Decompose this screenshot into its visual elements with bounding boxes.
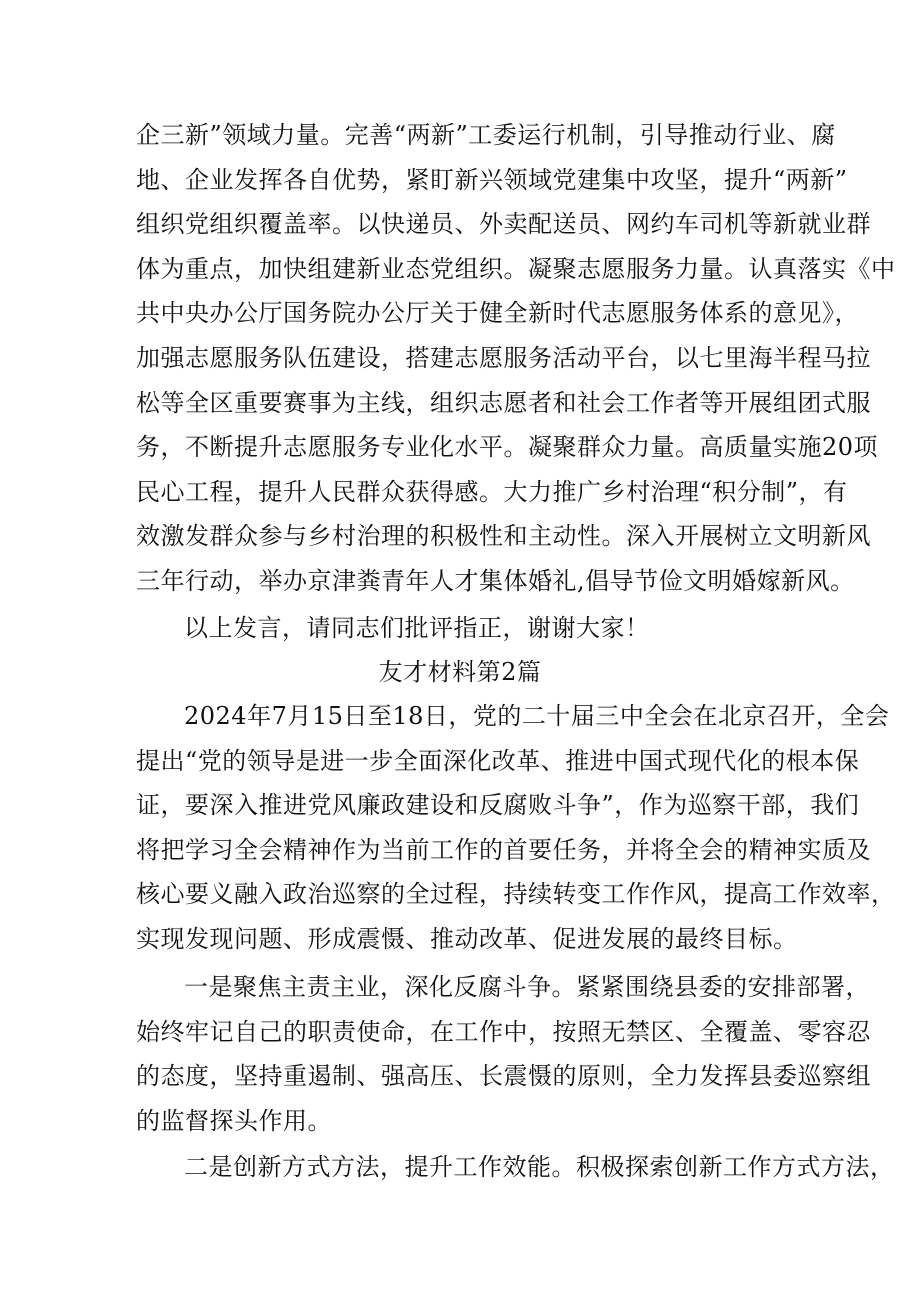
text-line: 提出“党的领导是进一步全面深化改革、推进中国式现代化的根本保 [136, 746, 860, 775]
text-line: 核心要义融入政治巡察的全过程，持续转变工作作风，提高工作效率， [136, 880, 896, 909]
text-line: 效激发群众参与乡村治理的积极性和主动性。深入开展树立文明新风 [136, 522, 871, 551]
text-line: 证，要深入推进党风廉政建设和反腐败斗争”，作为巡察干部，我们 [136, 791, 860, 820]
paragraph-text [136, 113, 896, 604]
text-line: 组织党组织覆盖率。以快递员、外卖配送员、网约车司机等新就业群 [136, 210, 871, 239]
text-line: 企三新”领域力量。完善“两新”工委运行机制，引导推动行业、腐 [136, 121, 836, 149]
paragraph-text [136, 965, 871, 1143]
text-line: 以上发言，请同志们批评指正，谢谢大家！ [184, 614, 650, 642]
paragraph-point-one [136, 965, 871, 1143]
paragraph-volunteer-forces [136, 113, 896, 604]
paragraph-text [136, 694, 896, 962]
text-line: 的监督探头作用。 [136, 1106, 332, 1135]
paragraph-closing-remarks [136, 606, 796, 651]
text-line: 松等全区重要赛事为主线，组织志愿者和社会工作者等开展组团式服 [136, 388, 871, 417]
section-title: 友才材料第2篇 [378, 658, 542, 686]
text-line: 地、企业发挥各自优势，紧盯新兴领域党建集中攻坚，提升“两新” [136, 165, 848, 194]
paragraph-plenary-session [136, 694, 896, 962]
text-line: 民心工程，提升人民群众获得感。大力推广乡村治理“积分制”，有 [136, 477, 848, 506]
text-line: 将把学习全会精神作为当前工作的首要任务，并将全会的精神实质及 [136, 835, 871, 864]
text-line: 共中央办公厅国务院办公厅关于健全新时代志愿服务体系的意见》， [136, 299, 859, 328]
text-line: 的态度，坚持重遏制、强高压、长震慑的原则，全力发挥县委巡察组 [136, 1062, 871, 1091]
paragraph-point-two [136, 1145, 895, 1190]
text-line: 三年行动，举办京津粪青年人才集体婚礼,倡导节俭文明婚嫁新风。 [136, 566, 855, 595]
text-line: 二是创新方式方法，提升工作效能。积极探索创新工作方式方法， [184, 1153, 895, 1181]
paragraph-text [136, 1145, 895, 1190]
text-line: 务，不断提升志愿服务专业化水平。凝聚群众力量。高质量实施20项 [136, 433, 879, 462]
text-line: 一是聚焦主责主业，深化反腐斗争。紧紧围绕县委的安排部署， [184, 973, 870, 1001]
text-line: 体为重点，加快组建新业态党组织。凝聚志愿服务力量。认真落实《中 [136, 254, 896, 283]
text-line: 加强志愿服务队伍建设，搭建志愿服务活动平台，以七里海半程马拉 [136, 343, 871, 372]
text-line: 2024年7月15日至18日，党的二十届三中全会在北京召开，全会 [184, 702, 890, 730]
text-line: 实现发现问题、形成震慑、推动改革、促进发展的最终目标。 [136, 924, 798, 953]
text-line: 始终牢记自己的职责使命，在工作中，按照无禁区、全覆盖、零容忍 [136, 1017, 871, 1046]
paragraph-text [136, 606, 796, 651]
